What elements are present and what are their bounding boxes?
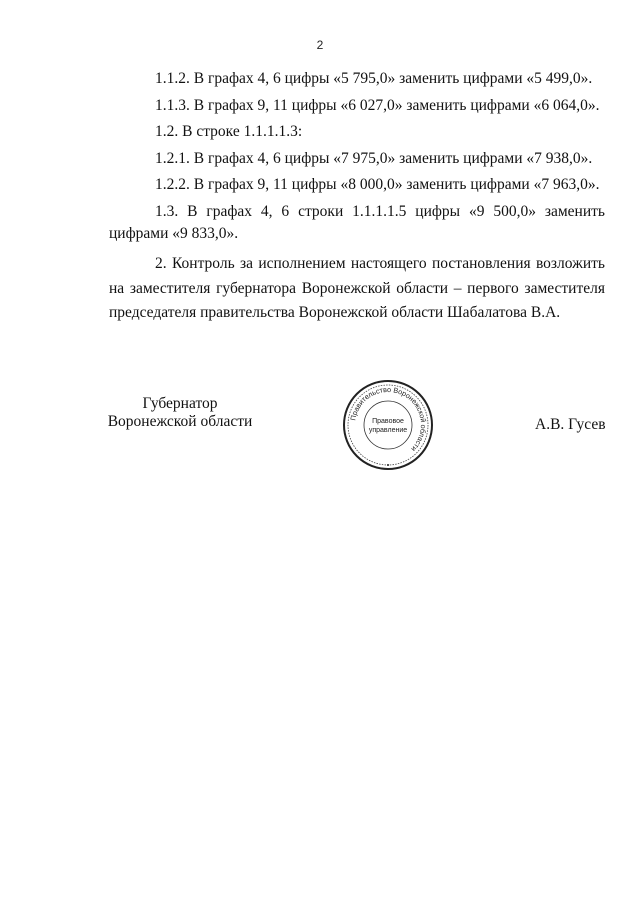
paragraph-1-1-2: 1.1.2. В графах 4, 6 цифры «5 795,0» заменить цифрами «5 499,0».	[155, 70, 593, 87]
stamp-center-line-2: управление	[368, 427, 408, 434]
signature-title	[100, 395, 260, 431]
paragraph-2-line-3: председателя правительства Воронежской области Шабалатова В.А.	[109, 304, 561, 321]
page-number: 2	[316, 38, 324, 52]
paragraph-2-line-1: 2. Контроль за исполнением настоящего постановления возложить	[155, 255, 605, 272]
paragraph-1-2-2: 1.2.2. В графах 9, 11 цифры «8 000,0» заменить цифрами «7 963,0».	[155, 176, 600, 193]
signature-title-line-1: Губернатор	[142, 395, 218, 412]
stamp-ring-text: Правительство Воронежской области	[348, 384, 429, 454]
paragraph-1-2-1: 1.2.1. В графах 4, 6 цифры «7 975,0» заменить цифрами «7 938,0».	[155, 150, 593, 167]
paragraph-1-3-line-2: цифрами «9 833,0».	[109, 225, 239, 242]
signature-title-line-2: Воронежской области	[107, 413, 253, 430]
paragraph-2-line-2: на заместителя губернатора Воронежской области – первого заместителя	[109, 280, 605, 297]
paragraph-1-3-line-1: 1.3. В графах 4, 6 строки 1.1.1.1.5 цифры «9 500,0» заменить	[155, 203, 605, 220]
stamp-center-line-1: Правовое	[372, 418, 404, 425]
official-stamp	[342, 379, 434, 471]
signatory-name: А.В. Гусев	[535, 416, 606, 433]
paragraph-1-2: 1.2. В строке 1.1.1.1.3:	[155, 123, 303, 140]
paragraph-1-1-3: 1.1.3. В графах 9, 11 цифры «6 027,0» заменить цифрами «6 064,0».	[155, 97, 600, 114]
